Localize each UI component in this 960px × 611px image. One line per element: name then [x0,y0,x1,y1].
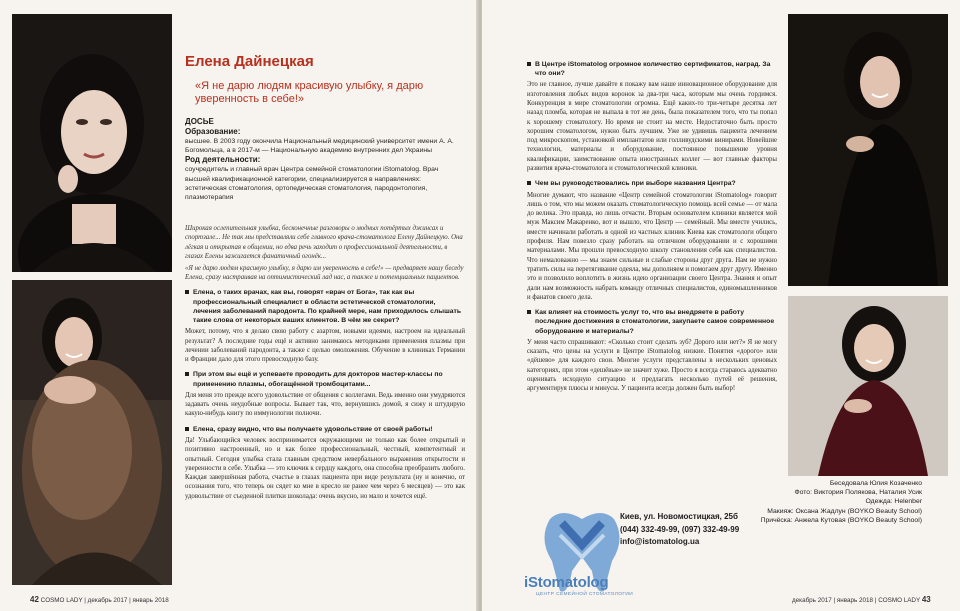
interview-question: Как влияет на стоимость услуг то, что вы внедряете в работу последние достижения в стоматологии, закупаете самое современное оборудование и материалы? [527,308,777,336]
left-article-body [185,224,465,501]
phones: (044) 332-49-99, (097) 332-49-99 [620,524,740,534]
activity-label: Род деятельности: [185,155,261,165]
contacts-block [620,511,800,549]
left-page [0,0,478,611]
interview-answer: У меня часто спрашивают: «Сколько стоит сделать зуб? Дорого или нет?» Я не могу сказать, что цены на услуги в Центре iStomatolog низкие. Понятия «дорого» или «дёшево» для каждого свои. Многие услуги представлены в нескольких ценовых категориях, при этом «дешёвые» не значит хуже. Просто я всегда стараюсь адекватно оценивать исходную ситуацию и предлагать несколько путей её решения, аргументируя плюсы и минусы. У пациента всегда должен быть выбор! [527,338,777,393]
footer-text: COSMO LADY | декабрь 2017 | январь 2018 [40,597,169,604]
credit-line: Макияж: Оксана Жадлун (BOYKO Beauty School) [767,507,922,515]
left-footer [30,595,169,604]
credit-line: Беседовала Юлия Козаченко [829,480,922,487]
page-number: 43 [921,595,931,604]
interview-answer: Это не главное, лучше давайте я покажу вам наше инновационное оборудование для изготовления любых видов коронок за два-три часа, которым мы очень гордимся. Конкуренция в мире стоматологии огромна. Ещё каких-то три-четыре десятка лет назад пломба, которая не выпала в тот же день, была показателем того, что ты попал к хорошему стоматологу. Но время не стоит на месте. Недостаточно быть просто хорошим стоматологом, нужно быть лучшим. Уже не удивишь пациента лечением под микроскопом, установкой имплантатов или голливудскими винирами. Новейшие технологии, материалы и оборудование, постоянное повышение уровня квалификации, заимствование опыта иностранных коллег — вот главные факторы развития врача-стоматолога и стоматологической клиники. [527,81,777,173]
credit-line: Одежда: Helenber [865,498,922,506]
interview-question: При этом вы ещё и успеваете проводить для докторов мастер-классы по применению плазмы, обогащённой тромбоцитами... [185,370,465,388]
interview-answer: Многие думают, что название «Центр семейной стоматологии iStomatolog» говорит лишь о том, что мы можем оказать стоматологическую помощь всей семье — от мала до велика. Это правда, но лишь отчасти. Вторым основателем клиники является мой муж Максим Макаренко, вот и вышло, что Центр — семейный. Мы вместе учились, вместе начинали работать в одной из частных клиник Киева как стоматологи общего профиля. Нам повезло сразу работать на отличном оборудовании и с хорошими материалами. Мы прошли превосходную школу становления себя как специалистов. Что немаловажно — мы знаем сильные и слабые стороны друг друга. Нам не нужно тратить силы на перетягивание одеяла, мы дополняем и помогаем друг другу. Именно это и позволило воплотить в жизнь идею организации своего Центра. Знания и опыт дали нам возможность набрать команду отличных специалистов, единомышленников и фанатов своего дела. [527,191,777,301]
brand-logo-subtitle: ЦЕНТР СЕМЕЙНОЙ СТОМАТОЛОГИИ [536,592,634,597]
credit-line: Причёска: Анжела Кутовая (BOYKO Beauty School) [760,516,922,524]
portrait-photo-top-left [12,14,172,272]
portrait-photo-bottom-right [788,296,948,476]
activity-text: соучредитель и главный врач Центра семейной стоматологии iStomatolog. Врач высшей квалификационной категории, специализируется в направлениях: эстетическая стоматология, ортопедическая стоматология, пародонтология, плазмотерапия [185,166,439,202]
portrait-photo-bottom-left [12,280,172,585]
education-text: высшее. В 2003 году окончила Национальный медицинский университет имени А. А. Богомольца, а в 2017-м — Национальную академию внутренних дел Украины [185,138,454,155]
address: Киев, ул. Новомостицкая, 25б [620,512,738,521]
dossier-block [185,117,463,202]
brand-logo-text: iStomatolog [524,574,609,591]
interview-question: Елена, о таких врачах, как вы, говорят «врач от Бога», так как вы профессиональный специалист в области эстетической стоматологии, лечения заболеваний пародонта. По крайней мере, нам приходилось слышать такие слова от некоторых ваших клиентов. В чём же секрет? [185,288,465,325]
email: info@istomatolog.ua [620,537,700,546]
right-article-body [527,60,777,394]
interview-answer: Может, потому, что я делаю свою работу с азартом, новыми идеями, настроем на идеальный результат? А последние годы ещё и активно занимаюсь методиками применения плазмы при лечении заболеваний пародонта, а также с целью омоложения. Обучение в клиниках Германии и Франции дало для этого превосходную базу. [185,328,465,364]
page-number: 42 [30,595,39,604]
interview-question: В Центре iStomatolog огромное количество сертификатов, наград. За что они? [527,60,777,78]
interview-question: Елена, сразу видно, что вы получаете удовольствие от своей работы! [185,425,465,434]
interview-answer: Да! Улыбающийся человек воспринимается окружающими не только как более открытый и позитивно настроенный, но и как более профессиональный, честный, компетентный и опытный. Сегодня улыбка стала главным средством невербального выражения открытости и уверенности в себе. Улыбка — это ключик к сердцу каждого, она способна преобразить любого. Каждая завершённая работа, счастье в глазах пациента при виде результата (ну и конечно, от осознания того, что теперь он сядет ко мне в кресло не ранее чем через 6 месяцев) — это как удовольствие от съеденной плитки шоколада: очень вкусно, но мало и хочется ещё. [185,436,465,500]
intro-paragraph: «Я не дарю людям красивую улыбку, я дарю им уверенность в себе!» — предваряет нашу беседу Елена, сразу настраивая на оптимистический лад нас, а также и потенциальных пациентов. [185,264,464,282]
dossier-label: ДОСЬЕ [185,117,214,126]
pull-quote: «Я не дарю людям красивую улыбку, я дарю уверенность в себе!» [195,80,424,105]
education-label: Образование: [185,127,241,136]
article-title: Елена Дайнецкая [185,53,314,70]
portrait-photo-top-right [788,14,948,286]
interview-answer: Для меня это прежде всего удовольствие от общения с коллегами. Ведь именно они умудряются задавать очень неудобные вопросы. Бывает так, что, вернувшись домой, я сижу и штудирую какую-нибудь книгу по иммунологии полночи. [185,391,465,418]
credit-line: Фото: Виктория Полякова, Наталия Усик [794,489,922,497]
right-footer [792,595,931,604]
intro-paragraph: Широкая ослепительная улыбка, бесконечные разговоры о модных потёртых джинсах и спортзале... Не так мы представляли себе главного врача-стоматолога Елену Дайнецкую. Она лёгкая и открытая в общении, но едва речь заходит о профессиональной деятельности, в глазах Елены зажигается фанатичный огонёк... [185,225,463,261]
interview-question: Чем вы руководствовались при выборе названия Центра? [527,179,777,188]
footer-text: декабрь 2017 | январь 2018 | COSMO LADY [792,597,921,604]
